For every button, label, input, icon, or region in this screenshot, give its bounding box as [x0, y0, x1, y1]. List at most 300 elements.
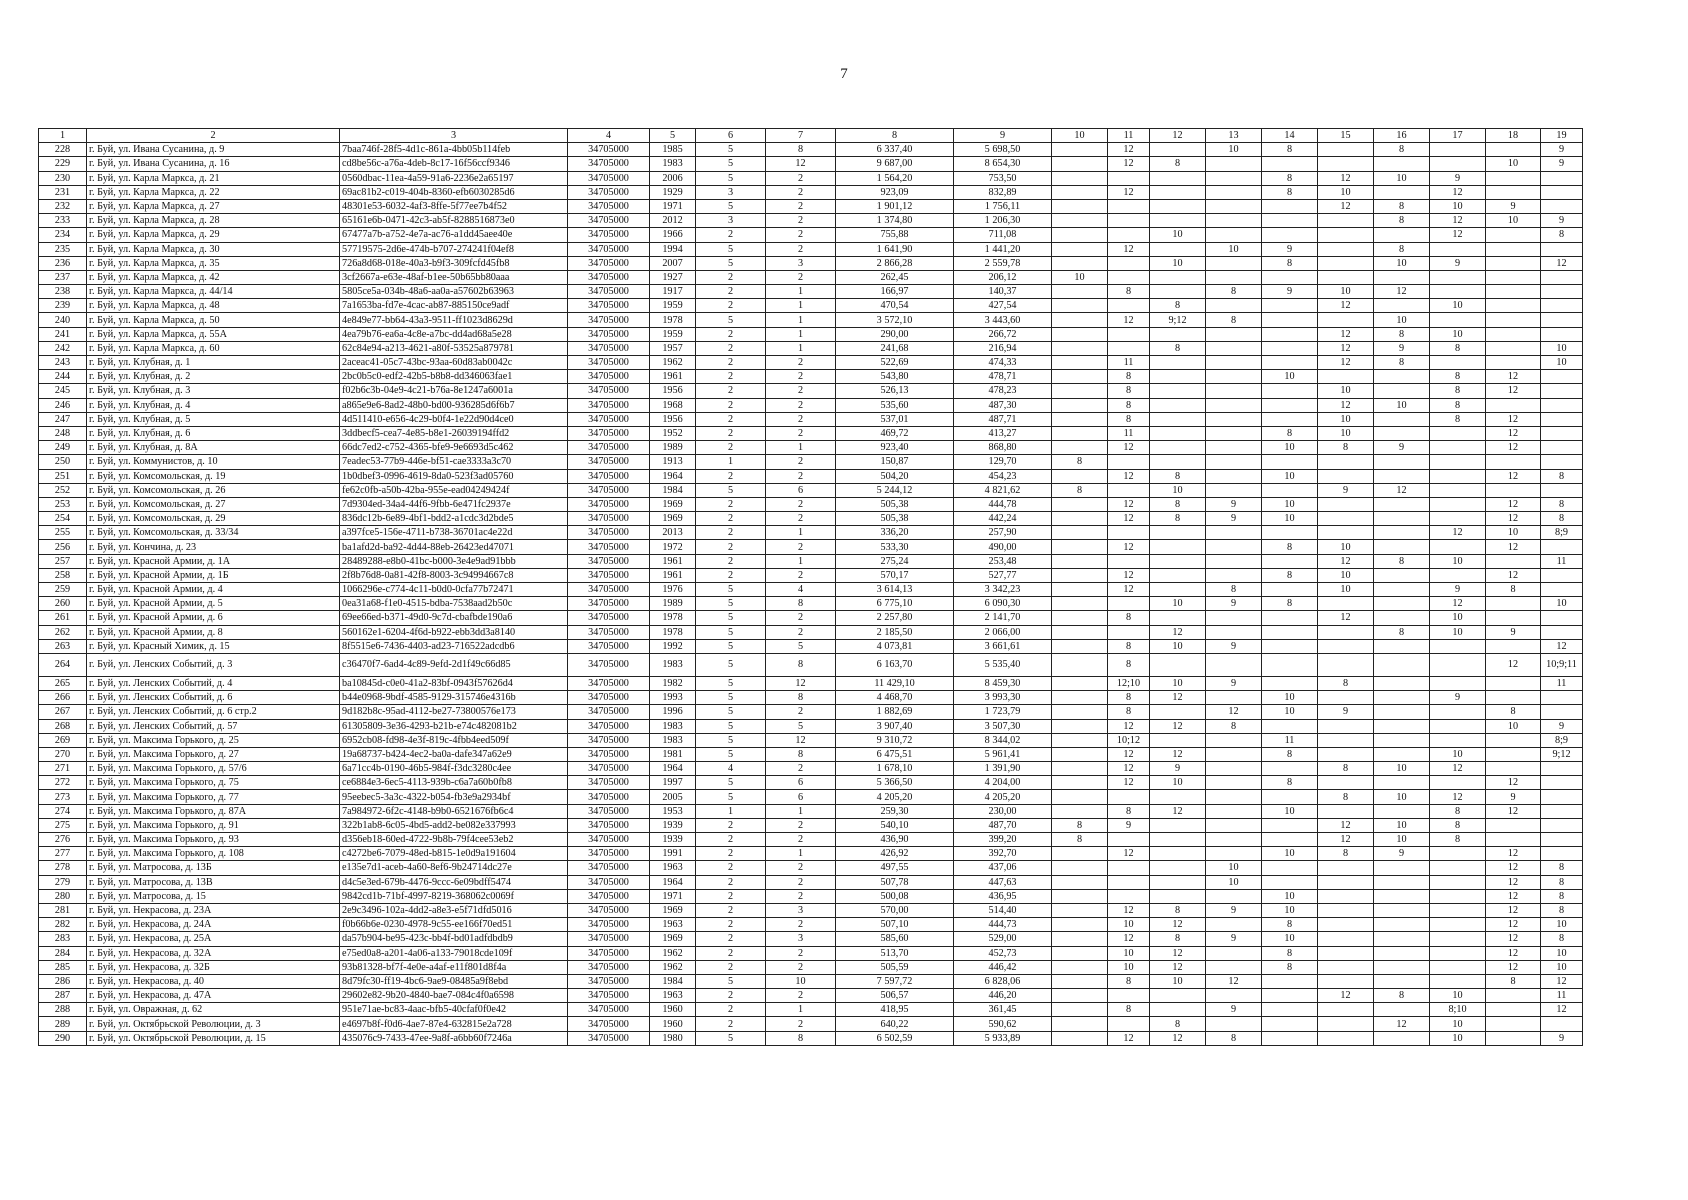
table-cell-col-1: 260: [39, 597, 87, 611]
table-cell-col-9: 8 654,30: [954, 157, 1052, 171]
table-cell-col-19: [1541, 776, 1583, 790]
table-cell-col-7: 2: [766, 1017, 836, 1031]
table-cell-col-9: 474,33: [954, 356, 1052, 370]
table-cell-col-19: [1541, 804, 1583, 818]
table-cell-col-2: г. Буй, ул. Максима Горького, д. 27: [87, 747, 340, 761]
table-cell-col-5: 2006: [650, 171, 696, 185]
table-cell-col-15: 10: [1318, 285, 1374, 299]
table-row: [39, 327, 1583, 341]
table-cell-col-13: 9: [1206, 597, 1262, 611]
column-header-1: 1: [39, 129, 87, 143]
table-cell-col-15: [1318, 1017, 1374, 1031]
table-cell-col-5: 1971: [650, 199, 696, 213]
table-cell-col-3: 2bc0b5c0-edf2-42b5-b8b8-dd346063fae1: [340, 370, 568, 384]
table-cell-col-11: [1108, 455, 1150, 469]
column-header-5: 5: [650, 129, 696, 143]
table-cell-col-17: [1430, 242, 1486, 256]
table-cell-col-14: [1262, 790, 1318, 804]
table-cell-col-2: г. Буй, ул. Максима Горького, д. 93: [87, 833, 340, 847]
table-cell-col-19: [1541, 171, 1583, 185]
table-row: [39, 776, 1583, 790]
table-cell-col-13: 9: [1206, 512, 1262, 526]
table-cell-col-15: [1318, 875, 1374, 889]
table-cell-col-19: [1541, 833, 1583, 847]
table-cell-col-15: 10: [1318, 568, 1374, 582]
table-cell-col-3: 1066296e-c774-4c11-b0d0-0cfa77b72471: [340, 583, 568, 597]
table-cell-col-17: 8: [1430, 384, 1486, 398]
table-row: [39, 143, 1583, 157]
table-cell-col-10: [1052, 733, 1108, 747]
table-cell-col-18: 12: [1486, 918, 1541, 932]
table-cell-col-8: 336,20: [836, 526, 954, 540]
table-cell-col-18: 12: [1486, 653, 1541, 676]
table-cell-col-13: [1206, 341, 1262, 355]
table-cell-col-11: 12: [1108, 143, 1150, 157]
table-cell-col-6: 2: [696, 398, 766, 412]
table-cell-col-10: [1052, 512, 1108, 526]
table-cell-col-10: [1052, 469, 1108, 483]
table-cell-col-2: г. Буй, ул. Кончина, д. 23: [87, 540, 340, 554]
table-cell-col-16: [1374, 611, 1430, 625]
table-cell-col-9: 5 933,89: [954, 1031, 1052, 1045]
table-cell-col-8: 497,55: [836, 861, 954, 875]
table-cell-col-18: 12: [1486, 804, 1541, 818]
table-cell-col-4: 34705000: [568, 705, 650, 719]
table-cell-col-6: 2: [696, 526, 766, 540]
table-cell-col-15: [1318, 918, 1374, 932]
table-row: [39, 705, 1583, 719]
table-cell-col-19: [1541, 1017, 1583, 1031]
table-cell-col-2: г. Буй, ул. Максима Горького, д. 77: [87, 790, 340, 804]
table-cell-col-2: г. Буй, ул. Карла Маркса, д. 28: [87, 214, 340, 228]
table-cell-col-7: 2: [766, 568, 836, 582]
table-cell-col-15: 10: [1318, 384, 1374, 398]
table-cell-col-9: 361,45: [954, 1003, 1052, 1017]
table-cell-col-9: 3 507,30: [954, 719, 1052, 733]
column-number-row: [39, 129, 1583, 143]
table-cell-col-7: 2: [766, 469, 836, 483]
table-cell-col-12: [1150, 540, 1206, 554]
table-cell-col-14: [1262, 228, 1318, 242]
table-cell-col-17: [1430, 639, 1486, 653]
table-cell-col-14: [1262, 327, 1318, 341]
table-cell-col-14: 8: [1262, 960, 1318, 974]
table-cell-col-18: 12: [1486, 946, 1541, 960]
table-cell-col-17: 10: [1430, 989, 1486, 1003]
table-cell-col-9: 4 204,00: [954, 776, 1052, 790]
table-cell-col-1: 235: [39, 242, 87, 256]
table-cell-col-18: [1486, 989, 1541, 1003]
table-row: [39, 270, 1583, 284]
table-cell-col-18: [1486, 833, 1541, 847]
table-cell-col-9: 3 443,60: [954, 313, 1052, 327]
table-row: [39, 299, 1583, 313]
table-cell-col-10: [1052, 497, 1108, 511]
table-cell-col-13: 8: [1206, 719, 1262, 733]
table-cell-col-8: 923,09: [836, 185, 954, 199]
table-cell-col-19: 11: [1541, 989, 1583, 1003]
table-cell-col-5: 1978: [650, 625, 696, 639]
table-cell-col-4: 34705000: [568, 256, 650, 270]
table-cell-col-12: [1150, 611, 1206, 625]
table-cell-col-8: 290,00: [836, 327, 954, 341]
table-cell-col-4: 34705000: [568, 441, 650, 455]
table-cell-col-16: [1374, 804, 1430, 818]
table-cell-col-14: 10: [1262, 370, 1318, 384]
table-cell-col-16: [1374, 676, 1430, 690]
table-cell-col-5: 1991: [650, 847, 696, 861]
table-cell-col-13: [1206, 483, 1262, 497]
table-cell-col-8: 1 678,10: [836, 762, 954, 776]
table-cell-col-9: 253,48: [954, 554, 1052, 568]
table-cell-col-3: 2f8b76d8-0a81-42f8-8003-3c94994667c8: [340, 568, 568, 582]
table-cell-col-1: 289: [39, 1017, 87, 1031]
table-cell-col-3: fe62c0fb-a50b-42ba-955e-ead04249424f: [340, 483, 568, 497]
table-cell-col-7: 2: [766, 818, 836, 832]
table-cell-col-19: 8: [1541, 512, 1583, 526]
table-cell-col-1: 251: [39, 469, 87, 483]
table-row: [39, 818, 1583, 832]
table-cell-col-13: [1206, 327, 1262, 341]
table-cell-col-8: 585,60: [836, 932, 954, 946]
table-cell-col-15: 8: [1318, 441, 1374, 455]
table-cell-col-18: [1486, 676, 1541, 690]
table-cell-col-7: 2: [766, 171, 836, 185]
table-cell-col-15: 12: [1318, 171, 1374, 185]
table-cell-col-10: [1052, 639, 1108, 653]
table-cell-col-8: 1 882,69: [836, 705, 954, 719]
table-cell-col-15: [1318, 974, 1374, 988]
table-cell-col-3: d356eb18-60ed-4722-9b8b-79f4cee53eb2: [340, 833, 568, 847]
table-cell-col-6: 5: [696, 157, 766, 171]
table-cell-col-3: 2e9c3496-102a-4dd2-a8e3-e5f71dfd5016: [340, 903, 568, 917]
table-row: [39, 918, 1583, 932]
table-cell-col-19: [1541, 818, 1583, 832]
table-cell-col-2: г. Буй, ул. Максима Горького, д. 91: [87, 818, 340, 832]
table-row: [39, 847, 1583, 861]
table-cell-col-19: [1541, 370, 1583, 384]
table-cell-col-14: [1262, 676, 1318, 690]
table-cell-col-3: 5805ce5a-034b-48a6-aa0a-a57602b63963: [340, 285, 568, 299]
table-cell-col-15: [1318, 804, 1374, 818]
table-cell-col-10: [1052, 341, 1108, 355]
table-cell-col-13: [1206, 270, 1262, 284]
table-cell-col-11: 8: [1108, 1003, 1150, 1017]
column-header-11: 11: [1108, 129, 1150, 143]
table-cell-col-14: [1262, 341, 1318, 355]
table-cell-col-6: 2: [696, 469, 766, 483]
table-cell-col-10: [1052, 256, 1108, 270]
table-cell-col-13: [1206, 762, 1262, 776]
table-body: [39, 143, 1583, 1046]
table-cell-col-13: [1206, 889, 1262, 903]
table-cell-col-12: [1150, 1003, 1206, 1017]
table-cell-col-15: 10: [1318, 583, 1374, 597]
table-cell-col-5: 1992: [650, 639, 696, 653]
table-cell-col-9: 2 066,00: [954, 625, 1052, 639]
table-cell-col-10: [1052, 384, 1108, 398]
table-cell-col-1: 273: [39, 790, 87, 804]
table-cell-col-1: 281: [39, 903, 87, 917]
table-cell-col-3: 6a71cc4b-0190-46b5-984f-f3dc3280c4ee: [340, 762, 568, 776]
table-row: [39, 932, 1583, 946]
table-cell-col-12: [1150, 356, 1206, 370]
table-cell-col-7: 2: [766, 833, 836, 847]
table-cell-col-18: 12: [1486, 932, 1541, 946]
table-cell-col-18: [1486, 733, 1541, 747]
table-row: [39, 804, 1583, 818]
table-cell-col-4: 34705000: [568, 583, 650, 597]
table-cell-col-14: 8: [1262, 426, 1318, 440]
table-cell-col-6: 2: [696, 989, 766, 1003]
table-cell-col-1: 228: [39, 143, 87, 157]
table-cell-col-12: [1150, 847, 1206, 861]
table-cell-col-16: 9: [1374, 441, 1430, 455]
table-cell-col-7: 6: [766, 790, 836, 804]
table-cell-col-3: ce6884e3-6ec5-4113-939b-c6a7a60b0fb8: [340, 776, 568, 790]
table-cell-col-19: 11: [1541, 676, 1583, 690]
table-cell-col-19: [1541, 285, 1583, 299]
table-cell-col-2: г. Буй, ул. Клубная, д. 4: [87, 398, 340, 412]
table-cell-col-9: 446,20: [954, 989, 1052, 1003]
table-cell-col-9: 206,12: [954, 270, 1052, 284]
table-cell-col-6: 5: [696, 256, 766, 270]
table-cell-col-5: 1985: [650, 143, 696, 157]
table-cell-col-16: 12: [1374, 1017, 1430, 1031]
table-cell-col-5: 1972: [650, 540, 696, 554]
table-cell-col-7: 6: [766, 483, 836, 497]
table-cell-col-17: 10: [1430, 611, 1486, 625]
table-cell-col-9: 1 206,30: [954, 214, 1052, 228]
table-cell-col-5: 1969: [650, 903, 696, 917]
table-cell-col-4: 34705000: [568, 932, 650, 946]
table-cell-col-15: [1318, 747, 1374, 761]
table-cell-col-10: [1052, 242, 1108, 256]
table-row: [39, 790, 1583, 804]
table-cell-col-11: 12: [1108, 762, 1150, 776]
table-cell-col-11: 12: [1108, 932, 1150, 946]
table-cell-col-18: [1486, 483, 1541, 497]
table-cell-col-18: 12: [1486, 497, 1541, 511]
table-cell-col-6: 5: [696, 611, 766, 625]
table-cell-col-17: 8: [1430, 833, 1486, 847]
table-cell-col-2: г. Буй, ул. Ленских Событий, д. 3: [87, 653, 340, 676]
table-cell-col-1: 252: [39, 483, 87, 497]
table-cell-col-8: 1 641,90: [836, 242, 954, 256]
table-row: [39, 691, 1583, 705]
table-row: [39, 214, 1583, 228]
table-cell-col-19: 8: [1541, 861, 1583, 875]
table-cell-col-2: г. Буй, ул. Некрасова, д. 24А: [87, 918, 340, 932]
table-cell-col-1: 280: [39, 889, 87, 903]
table-cell-col-4: 34705000: [568, 974, 650, 988]
table-cell-col-15: 12: [1318, 398, 1374, 412]
table-cell-col-14: 10: [1262, 903, 1318, 917]
table-cell-col-12: 8: [1150, 157, 1206, 171]
table-cell-col-1: 246: [39, 398, 87, 412]
table-cell-col-1: 233: [39, 214, 87, 228]
table-cell-col-15: [1318, 960, 1374, 974]
table-cell-col-5: 2007: [650, 256, 696, 270]
table-cell-col-4: 34705000: [568, 157, 650, 171]
table-cell-col-2: г. Буй, ул. Ивана Сусанина, д. 9: [87, 143, 340, 157]
table-cell-col-15: [1318, 861, 1374, 875]
table-cell-col-19: 12: [1541, 974, 1583, 988]
table-cell-col-8: 418,95: [836, 1003, 954, 1017]
table-cell-col-13: [1206, 691, 1262, 705]
table-cell-col-4: 34705000: [568, 512, 650, 526]
table-cell-col-2: г. Буй, ул. Матросова, д. 15: [87, 889, 340, 903]
table-cell-col-6: 5: [696, 483, 766, 497]
table-cell-col-4: 34705000: [568, 639, 650, 653]
table-cell-col-16: 10: [1374, 790, 1430, 804]
table-cell-col-9: 230,00: [954, 804, 1052, 818]
table-cell-col-10: [1052, 426, 1108, 440]
table-cell-col-7: 2: [766, 356, 836, 370]
table-cell-col-15: [1318, 946, 1374, 960]
table-cell-col-19: 10: [1541, 341, 1583, 355]
table-cell-col-3: 7a1653ba-fd7e-4cac-ab87-885150ce9adf: [340, 299, 568, 313]
table-cell-col-10: 8: [1052, 483, 1108, 497]
table-cell-col-19: [1541, 199, 1583, 213]
table-cell-col-3: 7baa746f-28f5-4d1c-861a-4bb05b114feb: [340, 143, 568, 157]
table-cell-col-12: 10: [1150, 776, 1206, 790]
table-cell-col-10: 10: [1052, 270, 1108, 284]
table-cell-col-13: 12: [1206, 974, 1262, 988]
table-cell-col-15: [1318, 157, 1374, 171]
table-cell-col-17: [1430, 426, 1486, 440]
table-cell-col-1: 240: [39, 313, 87, 327]
table-cell-col-5: 1969: [650, 932, 696, 946]
table-cell-col-16: [1374, 719, 1430, 733]
table-cell-col-4: 34705000: [568, 185, 650, 199]
table-cell-col-1: 279: [39, 875, 87, 889]
table-cell-col-11: [1108, 228, 1150, 242]
table-cell-col-11: 10: [1108, 946, 1150, 960]
table-cell-col-14: 10: [1262, 804, 1318, 818]
table-cell-col-6: 2: [696, 568, 766, 582]
table-cell-col-16: [1374, 1031, 1430, 1045]
table-row: [39, 469, 1583, 483]
table-cell-col-2: г. Буй, ул. Клубная, д. 1: [87, 356, 340, 370]
table-cell-col-18: [1486, 455, 1541, 469]
table-cell-col-5: 1959: [650, 327, 696, 341]
table-cell-col-13: 8: [1206, 583, 1262, 597]
table-cell-col-3: 2aceac41-05c7-43bc-93aa-60d83ab0042c: [340, 356, 568, 370]
table-cell-col-1: 230: [39, 171, 87, 185]
table-cell-col-8: 7 597,72: [836, 974, 954, 988]
table-cell-col-12: [1150, 143, 1206, 157]
table-cell-col-3: c36470f7-6ad4-4c89-9efd-2d1f49c66d85: [340, 653, 568, 676]
table-cell-col-19: [1541, 398, 1583, 412]
table-cell-col-15: [1318, 256, 1374, 270]
table-cell-col-11: 12: [1108, 583, 1150, 597]
table-cell-col-9: 447,63: [954, 875, 1052, 889]
table-cell-col-9: 5 535,40: [954, 653, 1052, 676]
table-cell-col-1: 232: [39, 199, 87, 213]
table-cell-col-19: 12: [1541, 256, 1583, 270]
column-header-7: 7: [766, 129, 836, 143]
table-row: [39, 512, 1583, 526]
table-cell-col-8: 755,88: [836, 228, 954, 242]
table-cell-col-12: 12: [1150, 691, 1206, 705]
table-row: [39, 497, 1583, 511]
table-cell-col-6: 5: [696, 625, 766, 639]
table-row: [39, 256, 1583, 270]
table-cell-col-11: [1108, 199, 1150, 213]
table-cell-col-5: 1952: [650, 426, 696, 440]
table-cell-col-15: 12: [1318, 356, 1374, 370]
table-cell-col-14: [1262, 653, 1318, 676]
table-cell-col-14: 10: [1262, 691, 1318, 705]
table-cell-col-12: 12: [1150, 960, 1206, 974]
table-cell-col-1: 231: [39, 185, 87, 199]
table-cell-col-18: 12: [1486, 412, 1541, 426]
table-header: [39, 129, 1583, 143]
table-cell-col-8: 241,68: [836, 341, 954, 355]
table-cell-col-12: 12: [1150, 719, 1206, 733]
table-cell-col-5: 1966: [650, 228, 696, 242]
table-cell-col-14: 8: [1262, 918, 1318, 932]
table-cell-col-7: 1: [766, 804, 836, 818]
table-cell-col-3: 4ea79b76-ea6a-4c8e-a7bc-dd4ad68a5e28: [340, 327, 568, 341]
table-cell-col-6: 5: [696, 733, 766, 747]
table-row: [39, 370, 1583, 384]
table-cell-col-2: г. Буй, ул. Максима Горького, д. 108: [87, 847, 340, 861]
table-cell-col-18: [1486, 228, 1541, 242]
table-cell-col-17: [1430, 676, 1486, 690]
table-cell-col-11: 8: [1108, 691, 1150, 705]
table-cell-col-17: 9: [1430, 583, 1486, 597]
table-cell-col-15: [1318, 776, 1374, 790]
table-cell-col-2: г. Буй, ул. Максима Горького, д. 57/6: [87, 762, 340, 776]
table-cell-col-3: 6952cb08-fd98-4e3f-819c-4fbb4eed509f: [340, 733, 568, 747]
table-cell-col-3: 95eebec5-3a3c-4322-b054-fb3e9a2934bf: [340, 790, 568, 804]
table-row: [39, 540, 1583, 554]
table-cell-col-9: 753,50: [954, 171, 1052, 185]
table-cell-col-9: 2 141,70: [954, 611, 1052, 625]
table-cell-col-1: 288: [39, 1003, 87, 1017]
table-cell-col-13: [1206, 228, 1262, 242]
table-cell-col-7: 1: [766, 299, 836, 313]
table-cell-col-3: 0ea31a68-f1e0-4515-bdba-7538aad2b50c: [340, 597, 568, 611]
table-cell-col-8: 513,70: [836, 946, 954, 960]
table-cell-col-1: 248: [39, 426, 87, 440]
table-cell-col-8: 570,00: [836, 903, 954, 917]
table-cell-col-17: [1430, 861, 1486, 875]
table-cell-col-16: [1374, 497, 1430, 511]
table-cell-col-17: 12: [1430, 228, 1486, 242]
table-cell-col-5: 1982: [650, 676, 696, 690]
table-row: [39, 583, 1583, 597]
table-row: [39, 833, 1583, 847]
table-cell-col-11: [1108, 214, 1150, 228]
table-cell-col-16: [1374, 583, 1430, 597]
table-cell-col-18: [1486, 762, 1541, 776]
table-cell-col-6: 2: [696, 341, 766, 355]
table-cell-col-13: [1206, 384, 1262, 398]
table-cell-col-13: [1206, 157, 1262, 171]
table-cell-col-15: 12: [1318, 341, 1374, 355]
table-cell-col-15: [1318, 469, 1374, 483]
table-cell-col-2: г. Буй, ул. Красной Армии, д. 4: [87, 583, 340, 597]
table-cell-col-15: 12: [1318, 299, 1374, 313]
table-cell-col-8: 535,60: [836, 398, 954, 412]
table-cell-col-11: 9: [1108, 818, 1150, 832]
table-cell-col-6: 1: [696, 455, 766, 469]
table-cell-col-17: 8: [1430, 804, 1486, 818]
table-cell-col-6: 5: [696, 653, 766, 676]
